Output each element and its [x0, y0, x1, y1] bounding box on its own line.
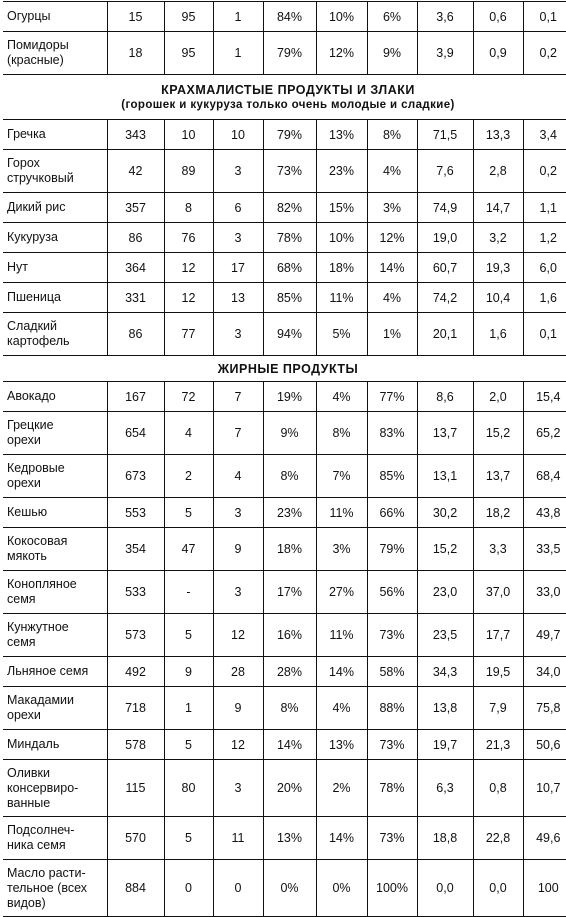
value-cell: 49,7 [523, 614, 566, 657]
value-cell: 4 [213, 455, 263, 498]
value-cell: 23,0 [417, 571, 473, 614]
value-cell: 578 [107, 730, 164, 760]
food-name-cell [3, 382, 107, 412]
value-cell: 73% [367, 817, 417, 860]
value-cell: 570 [107, 817, 164, 860]
value-cell: 86 [107, 313, 164, 356]
value-cell: 2 [164, 455, 213, 498]
value-cell: 12 [213, 730, 263, 760]
food-name-cell [3, 860, 107, 917]
value-cell: 100 [523, 860, 566, 917]
value-cell: 1 [164, 687, 213, 730]
value-cell: 6,0 [523, 253, 566, 283]
value-cell: 68,4 [523, 455, 566, 498]
value-cell: 23,5 [417, 614, 473, 657]
food-name-line: (красные) [7, 53, 64, 67]
section-header-row [3, 356, 566, 382]
value-cell: 0% [263, 860, 316, 917]
value-cell: 3 [213, 760, 263, 817]
table-row [3, 193, 566, 223]
value-cell: 17% [263, 571, 316, 614]
value-cell: - [164, 571, 213, 614]
value-cell: 9% [263, 412, 316, 455]
value-cell: 85% [367, 455, 417, 498]
value-cell: 34,0 [523, 657, 566, 687]
value-cell: 19,5 [473, 657, 523, 687]
value-cell: 66% [367, 498, 417, 528]
value-cell: 95 [164, 2, 213, 32]
food-name-cell [3, 193, 107, 223]
value-cell: 12% [367, 223, 417, 253]
value-cell: 68% [263, 253, 316, 283]
value-cell: 8% [263, 455, 316, 498]
food-name-line: Авокадо [7, 389, 56, 403]
value-cell: 4% [316, 687, 367, 730]
section-header-row [3, 75, 566, 120]
value-cell: 0,8 [473, 760, 523, 817]
food-name-line: Гречка [7, 127, 46, 141]
table-row [3, 2, 566, 32]
value-cell: 0 [213, 860, 263, 917]
value-cell: 0,2 [523, 32, 566, 75]
value-cell: 1,2 [523, 223, 566, 253]
value-cell: 11 [213, 817, 263, 860]
value-cell: 78% [367, 760, 417, 817]
food-name-line: стручковый [7, 171, 74, 185]
value-cell: 718 [107, 687, 164, 730]
food-name-line: Горох [7, 156, 40, 170]
value-cell: 11% [316, 498, 367, 528]
value-cell: 9 [164, 657, 213, 687]
food-name-cell [3, 614, 107, 657]
food-name-line: мякоть [7, 549, 47, 563]
value-cell: 3 [213, 313, 263, 356]
table-row [3, 614, 566, 657]
food-name-cell [3, 760, 107, 817]
value-cell: 3,2 [473, 223, 523, 253]
value-cell: 30,2 [417, 498, 473, 528]
value-cell: 12 [213, 614, 263, 657]
value-cell: 1% [367, 313, 417, 356]
value-cell: 13,1 [417, 455, 473, 498]
food-name-cell [3, 528, 107, 571]
table-row [3, 730, 566, 760]
value-cell: 11% [316, 614, 367, 657]
food-name-line: Льняное семя [7, 664, 89, 678]
value-cell: 343 [107, 120, 164, 150]
value-cell: 7,9 [473, 687, 523, 730]
food-name-line: орехи [7, 433, 41, 447]
food-name-line: Грецкие [7, 418, 54, 432]
food-name-line: Конопляное [7, 577, 77, 591]
value-cell: 42 [107, 150, 164, 193]
value-cell: 533 [107, 571, 164, 614]
value-cell: 3% [367, 193, 417, 223]
value-cell: 3 [213, 498, 263, 528]
value-cell: 10,4 [473, 283, 523, 313]
value-cell: 79% [367, 528, 417, 571]
value-cell: 14% [367, 253, 417, 283]
value-cell: 84% [263, 2, 316, 32]
table-body-starch [3, 120, 566, 356]
food-name-cell [3, 455, 107, 498]
food-name-cell [3, 150, 107, 193]
value-cell: 86 [107, 223, 164, 253]
value-cell: 14% [316, 657, 367, 687]
value-cell: 10% [316, 2, 367, 32]
value-cell: 34,3 [417, 657, 473, 687]
value-cell: 28% [263, 657, 316, 687]
value-cell: 5 [164, 498, 213, 528]
food-name-cell [3, 223, 107, 253]
value-cell: 4% [316, 382, 367, 412]
value-cell: 18% [316, 253, 367, 283]
value-cell: 9 [213, 687, 263, 730]
value-cell: 71,5 [417, 120, 473, 150]
value-cell: 28 [213, 657, 263, 687]
value-cell: 83% [367, 412, 417, 455]
value-cell: 5% [316, 313, 367, 356]
value-cell: 6% [367, 2, 417, 32]
value-cell: 13,7 [417, 412, 473, 455]
value-cell: 73% [367, 614, 417, 657]
value-cell: 80 [164, 760, 213, 817]
food-name-line: Помидоры [7, 38, 69, 52]
food-name-line: Дикий рис [7, 200, 66, 214]
value-cell: 27% [316, 571, 367, 614]
value-cell: 12 [164, 283, 213, 313]
value-cell: 0 [164, 860, 213, 917]
table-row [3, 860, 566, 917]
value-cell: 7,6 [417, 150, 473, 193]
value-cell: 13,3 [473, 120, 523, 150]
value-cell: 492 [107, 657, 164, 687]
value-cell: 3% [316, 528, 367, 571]
value-cell: 65,2 [523, 412, 566, 455]
value-cell: 13,7 [473, 455, 523, 498]
value-cell: 20% [263, 760, 316, 817]
food-name-cell [3, 657, 107, 687]
table-row [3, 760, 566, 817]
value-cell: 22,8 [473, 817, 523, 860]
value-cell: 10 [213, 120, 263, 150]
value-cell: 20,1 [417, 313, 473, 356]
food-name-cell [3, 817, 107, 860]
value-cell: 4% [367, 150, 417, 193]
table-body-top [3, 2, 566, 75]
value-cell: 19,3 [473, 253, 523, 283]
value-cell: 10% [316, 223, 367, 253]
value-cell: 17 [213, 253, 263, 283]
food-name-line: Нут [7, 260, 29, 274]
value-cell: 357 [107, 193, 164, 223]
value-cell: 13% [316, 120, 367, 150]
value-cell: 60,7 [417, 253, 473, 283]
value-cell: 1,6 [473, 313, 523, 356]
value-cell: 37,0 [473, 571, 523, 614]
food-name-line: орехи [7, 708, 41, 722]
value-cell: 19% [263, 382, 316, 412]
food-name-line: Пшеница [7, 290, 61, 304]
value-cell: 56% [367, 571, 417, 614]
food-name-line: Миндаль [7, 737, 60, 751]
value-cell: 3,9 [417, 32, 473, 75]
value-cell: 14% [263, 730, 316, 760]
value-cell: 15,2 [473, 412, 523, 455]
value-cell: 50,6 [523, 730, 566, 760]
value-cell: 76 [164, 223, 213, 253]
value-cell: 18,8 [417, 817, 473, 860]
value-cell: 33,0 [523, 571, 566, 614]
food-name-line: консервиро- [7, 780, 79, 795]
section-fat [3, 356, 566, 382]
value-cell: 3,4 [523, 120, 566, 150]
value-cell: 573 [107, 614, 164, 657]
value-cell: 16% [263, 614, 316, 657]
value-cell: 8% [263, 687, 316, 730]
value-cell: 2,8 [473, 150, 523, 193]
value-cell: 15,4 [523, 382, 566, 412]
value-cell: 12% [316, 32, 367, 75]
value-cell: 13,8 [417, 687, 473, 730]
value-cell: 43,8 [523, 498, 566, 528]
value-cell: 13 [213, 283, 263, 313]
section-header-cell [3, 356, 566, 382]
food-name-cell [3, 730, 107, 760]
value-cell: 100% [367, 860, 417, 917]
value-cell: 3 [213, 223, 263, 253]
value-cell: 0,0 [473, 860, 523, 917]
value-cell: 4% [367, 283, 417, 313]
value-cell: 5 [164, 817, 213, 860]
table-row [3, 150, 566, 193]
value-cell: 8% [316, 412, 367, 455]
value-cell: 73% [263, 150, 316, 193]
value-cell: 89 [164, 150, 213, 193]
food-name-line: семя [7, 635, 36, 649]
value-cell: 15 [107, 2, 164, 32]
food-name-line: видов) [7, 895, 46, 910]
table-row [3, 817, 566, 860]
food-name-line: Огурцы [7, 9, 51, 23]
value-cell: 364 [107, 253, 164, 283]
value-cell: 6,3 [417, 760, 473, 817]
value-cell: 3,6 [417, 2, 473, 32]
value-cell: 74,2 [417, 283, 473, 313]
value-cell: 0,2 [523, 150, 566, 193]
value-cell: 15,2 [417, 528, 473, 571]
table-row [3, 687, 566, 730]
food-name-line: семя [7, 592, 36, 606]
value-cell: 14,7 [473, 193, 523, 223]
value-cell: 14% [316, 817, 367, 860]
value-cell: 6 [213, 193, 263, 223]
food-name-line: Масло расти- [7, 865, 86, 880]
value-cell: 0,0 [417, 860, 473, 917]
value-cell: 49,6 [523, 817, 566, 860]
value-cell: 654 [107, 412, 164, 455]
section-starch [3, 75, 566, 120]
value-cell: 0% [316, 860, 367, 917]
value-cell: 1,6 [523, 283, 566, 313]
food-name-line: Подсолнеч- [7, 823, 75, 837]
food-name-cell [3, 412, 107, 455]
value-cell: 74,9 [417, 193, 473, 223]
value-cell: 88% [367, 687, 417, 730]
value-cell: 167 [107, 382, 164, 412]
value-cell: 79% [263, 32, 316, 75]
value-cell: 5 [164, 730, 213, 760]
table-row [3, 498, 566, 528]
value-cell: 18% [263, 528, 316, 571]
value-cell: 82% [263, 193, 316, 223]
value-cell: 19,0 [417, 223, 473, 253]
food-name-cell [3, 2, 107, 32]
food-name-cell [3, 253, 107, 283]
food-name-cell [3, 283, 107, 313]
value-cell: 7 [213, 382, 263, 412]
value-cell: 1,1 [523, 193, 566, 223]
value-cell: 19,7 [417, 730, 473, 760]
value-cell: 9% [367, 32, 417, 75]
value-cell: 72 [164, 382, 213, 412]
food-name-line: картофель [7, 334, 70, 348]
value-cell: 884 [107, 860, 164, 917]
section-header-cell [3, 75, 566, 120]
table-row [3, 32, 566, 75]
food-name-cell [3, 687, 107, 730]
food-name-line: Сладкий [7, 319, 57, 333]
value-cell: 23% [263, 498, 316, 528]
nutrition-table [3, 1, 566, 917]
table-row [3, 120, 566, 150]
value-cell: 673 [107, 455, 164, 498]
food-name-cell [3, 120, 107, 150]
value-cell: 15% [316, 193, 367, 223]
value-cell: 1 [213, 2, 263, 32]
nutrition-table-page [3, 1, 563, 917]
table-row [3, 253, 566, 283]
value-cell: 0,1 [523, 2, 566, 32]
value-cell: 2% [316, 760, 367, 817]
value-cell: 3,3 [473, 528, 523, 571]
value-cell: 13% [316, 730, 367, 760]
value-cell: 33,5 [523, 528, 566, 571]
section-title-fat: ЖИРНЫЕ ПРОДУКТЫ [217, 361, 359, 376]
food-name-line: орехи [7, 476, 41, 490]
food-name-line: Кокосовая [7, 534, 68, 548]
value-cell: 23% [316, 150, 367, 193]
value-cell: 58% [367, 657, 417, 687]
value-cell: 7% [316, 455, 367, 498]
food-name-line: Макадамии [7, 693, 75, 707]
value-cell: 8% [367, 120, 417, 150]
table-row [3, 571, 566, 614]
value-cell: 4 [164, 412, 213, 455]
value-cell: 5 [164, 614, 213, 657]
food-name-cell [3, 498, 107, 528]
value-cell: 85% [263, 283, 316, 313]
food-name-line: Кунжутное [7, 620, 69, 634]
value-cell: 79% [263, 120, 316, 150]
table-body-fat [3, 382, 566, 917]
value-cell: 13% [263, 817, 316, 860]
value-cell: 3 [213, 571, 263, 614]
value-cell: 77% [367, 382, 417, 412]
food-name-line: тельное (всех [7, 880, 88, 895]
food-name-line: Оливки [7, 765, 50, 780]
table-row [3, 382, 566, 412]
value-cell: 12 [164, 253, 213, 283]
value-cell: 17,7 [473, 614, 523, 657]
value-cell: 21,3 [473, 730, 523, 760]
value-cell: 8,6 [417, 382, 473, 412]
value-cell: 354 [107, 528, 164, 571]
food-name-cell [3, 32, 107, 75]
value-cell: 3 [213, 150, 263, 193]
table-row [3, 528, 566, 571]
food-name-line: ванные [7, 795, 51, 810]
value-cell: 18 [107, 32, 164, 75]
value-cell: 9 [213, 528, 263, 571]
value-cell: 95 [164, 32, 213, 75]
value-cell: 115 [107, 760, 164, 817]
table-row [3, 412, 566, 455]
section-subtitle-starch: (горошек и кукуруза только очень молодые и сладкие) [121, 99, 455, 111]
value-cell: 7 [213, 412, 263, 455]
value-cell: 0,1 [523, 313, 566, 356]
table-row [3, 455, 566, 498]
value-cell: 18,2 [473, 498, 523, 528]
table-row [3, 313, 566, 356]
value-cell: 0,9 [473, 32, 523, 75]
value-cell: 10,7 [523, 760, 566, 817]
value-cell: 553 [107, 498, 164, 528]
value-cell: 1 [213, 32, 263, 75]
section-title-starch: КРАХМАЛИСТЫЕ ПРОДУКТЫ И ЗЛАКИ [161, 83, 415, 97]
value-cell: 78% [263, 223, 316, 253]
food-name-line: Кедровые [7, 461, 65, 475]
food-name-line: ника семя [7, 838, 66, 852]
food-name-line: Кукуруза [7, 230, 58, 244]
value-cell: 2,0 [473, 382, 523, 412]
value-cell: 94% [263, 313, 316, 356]
value-cell: 75,8 [523, 687, 566, 730]
value-cell: 11% [316, 283, 367, 313]
food-name-cell [3, 571, 107, 614]
food-name-cell [3, 313, 107, 356]
value-cell: 8 [164, 193, 213, 223]
value-cell: 47 [164, 528, 213, 571]
food-name-line: Кешью [7, 505, 48, 519]
value-cell: 0,6 [473, 2, 523, 32]
value-cell: 10 [164, 120, 213, 150]
value-cell: 77 [164, 313, 213, 356]
table-row [3, 657, 566, 687]
value-cell: 331 [107, 283, 164, 313]
table-row [3, 283, 566, 313]
table-row [3, 223, 566, 253]
value-cell: 73% [367, 730, 417, 760]
